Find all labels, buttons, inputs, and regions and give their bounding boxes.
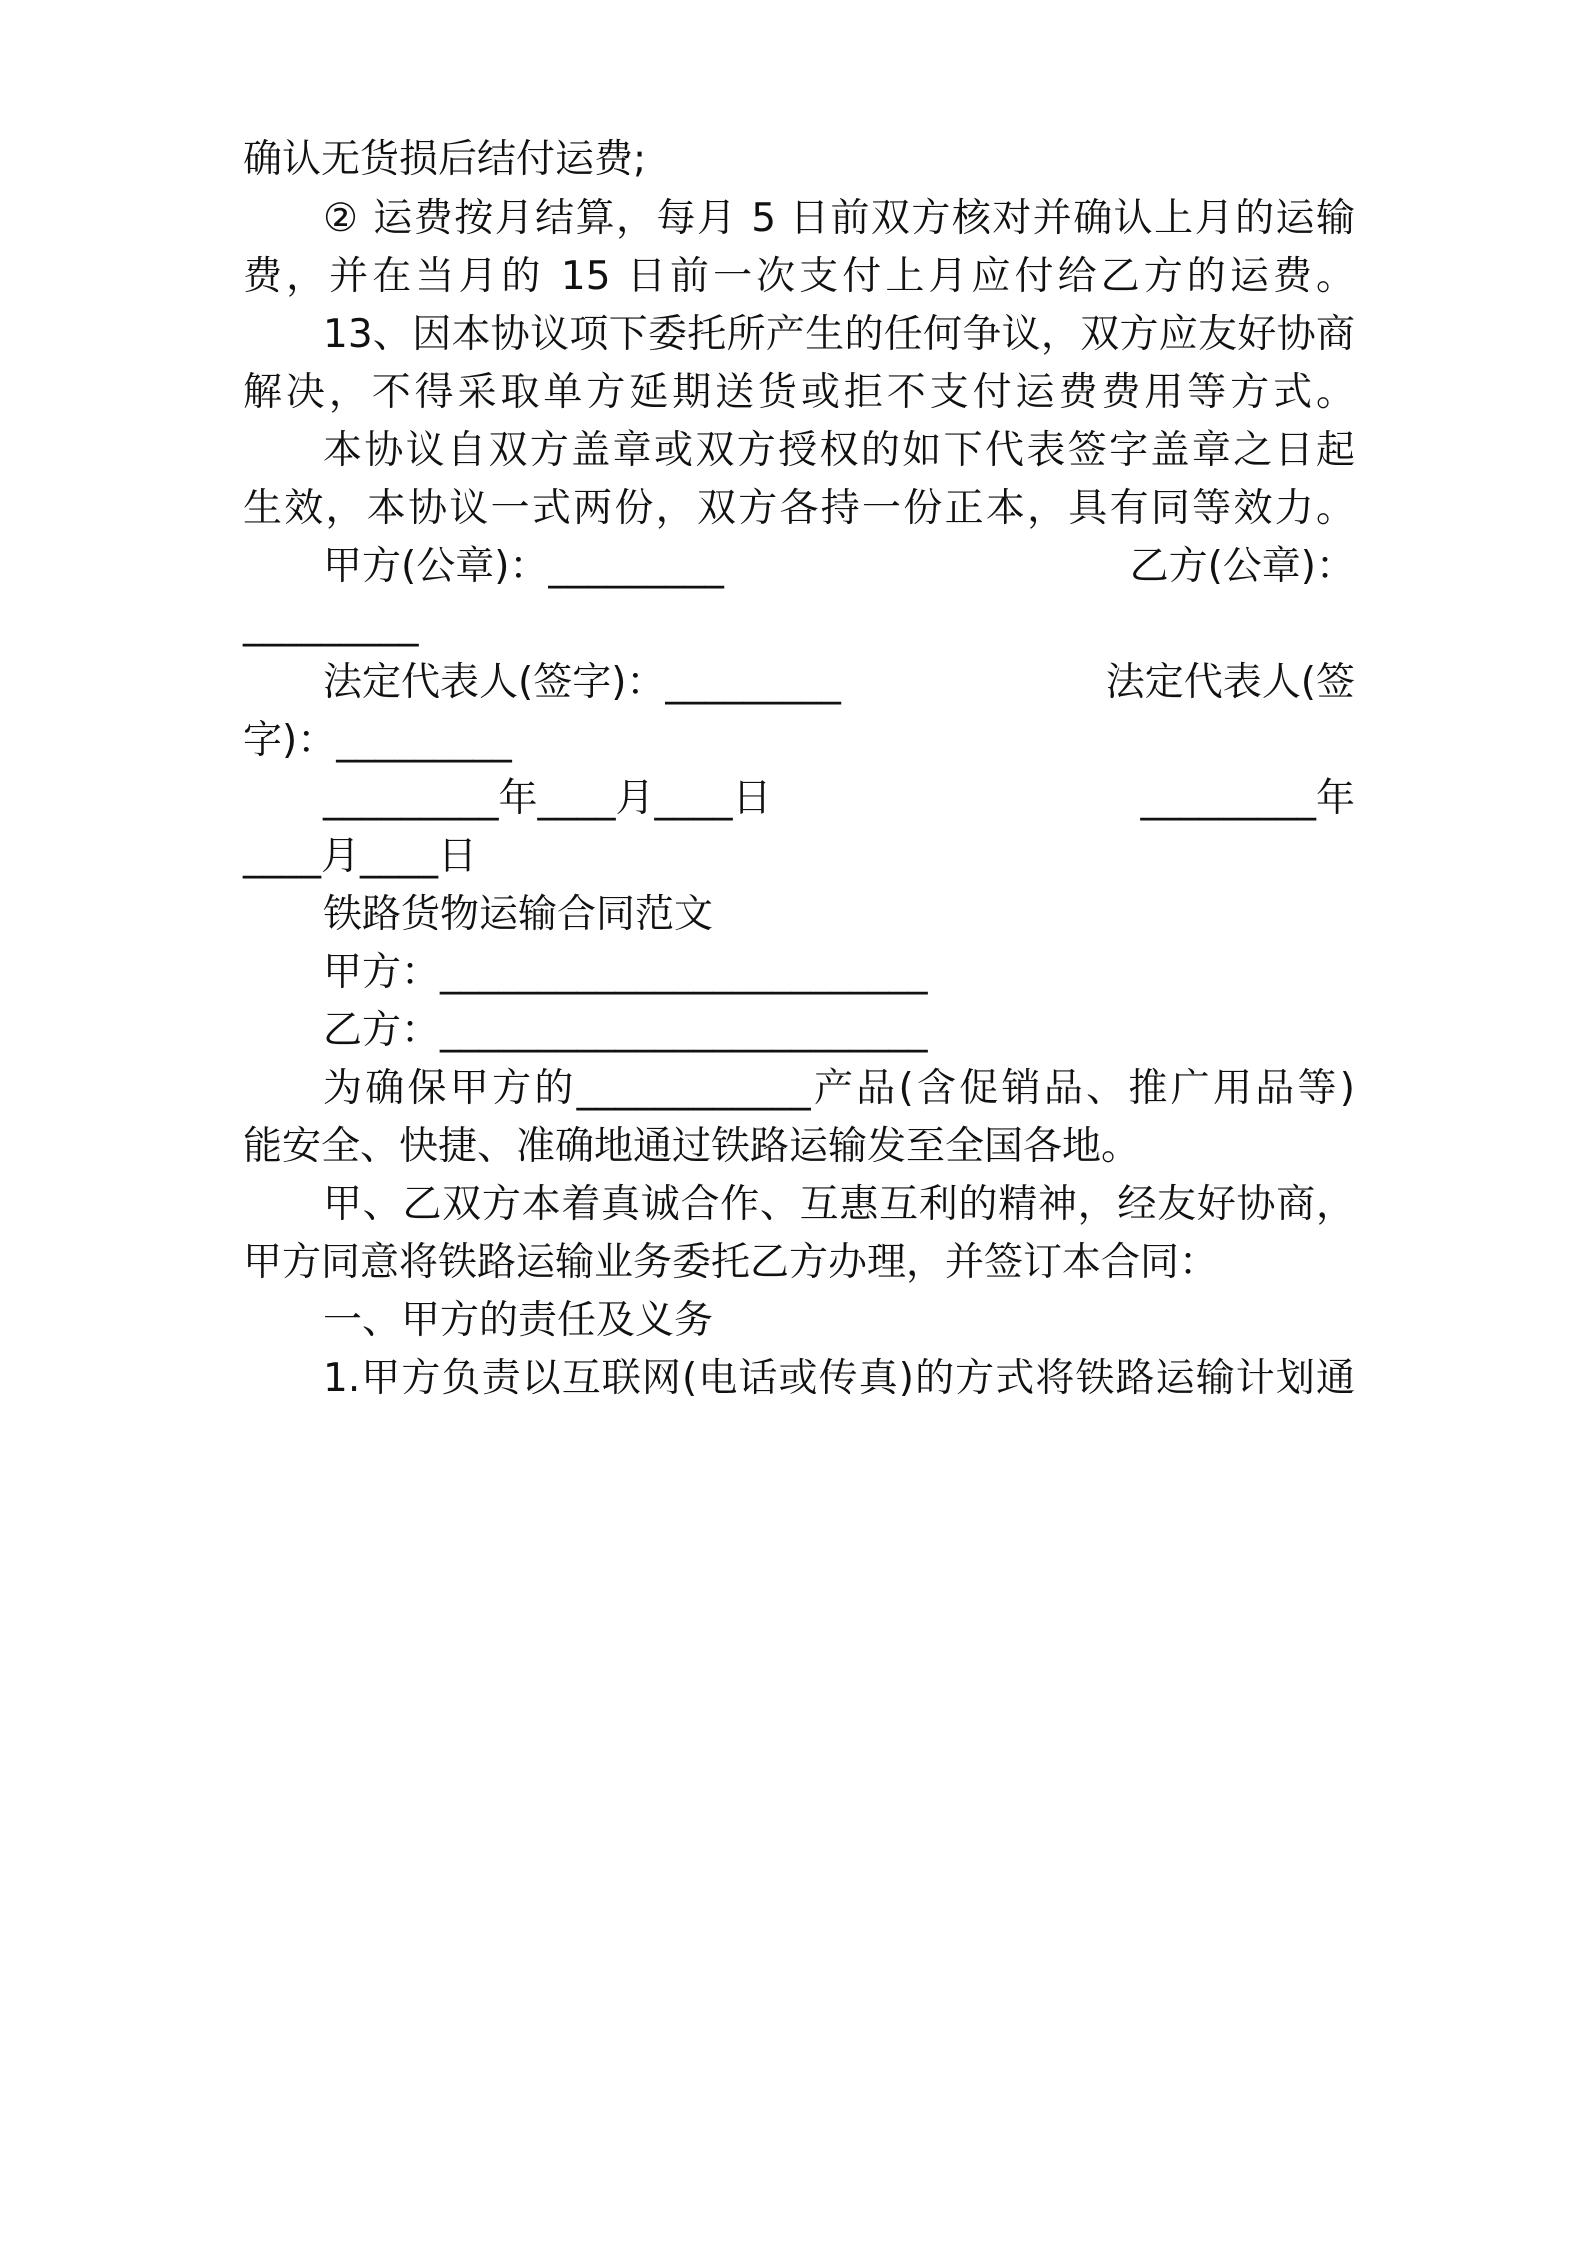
party-b-seal-field: 乙方(公章)： [1129,544,1355,589]
text-line: 确认无货损后结付运费; [243,137,647,182]
party-b-date-field: _________年 [1140,776,1355,821]
party-b-date-blank: ____月____日 [243,834,478,879]
text-line: ② 运费按月结算，每月 5 日前双方核对并确认上月的运输 [323,196,1355,241]
party-a-seal-field: 甲方(公章)：_________ [323,544,724,589]
text-line: 甲、乙双方本着真诚合作、互惠互利的精神，经友好协商， [323,1182,1355,1227]
party-a-representative-field: 法定代表人(签字)：_________ [323,660,841,705]
party-a-date-field: _________年____月____日 [323,776,772,821]
text-line: 13、因本协议项下委托所产生的任何争议，双方应友好协商 [323,312,1355,357]
party-b-seal-blank: _________ [243,602,419,647]
party-b-field: 乙方：_________________________ [323,1008,928,1053]
text-line: 本协议自双方盖章或双方授权的如下代表签字盖章之日起 [323,428,1355,473]
text-line: 解决，不得采取单方延期送货或拒不支付运费费用等方式。 [243,370,1355,415]
party-b-representative-field: 法定代表人(签 [1105,660,1355,705]
text-line: 1.甲方负责以互联网(电话或传真)的方式将铁路运输计划通 [323,1356,1355,1401]
text-line: 甲方同意将铁路运输业务委托乙方办理，并签订本合同： [243,1240,1219,1285]
party-b-representative-blank: 字)：_________ [243,718,512,763]
text-line: 费，并在当月的 15 日前一次支付上月应付给乙方的运费。 [243,254,1355,299]
text-line: 能安全、快捷、准确地通过铁路运输发至全国各地。 [243,1124,1141,1169]
party-a-field: 甲方：_________________________ [323,950,928,995]
section-heading: 一、甲方的责任及义务 [323,1298,714,1343]
text-line: 为确保甲方的____________产品(含促销品、推广用品等) [323,1066,1355,1111]
text-line: 生效，本协议一式两份，双方各持一份正本，具有同等效力。 [243,486,1355,531]
contract-title: 铁路货物运输合同范文 [323,892,714,937]
